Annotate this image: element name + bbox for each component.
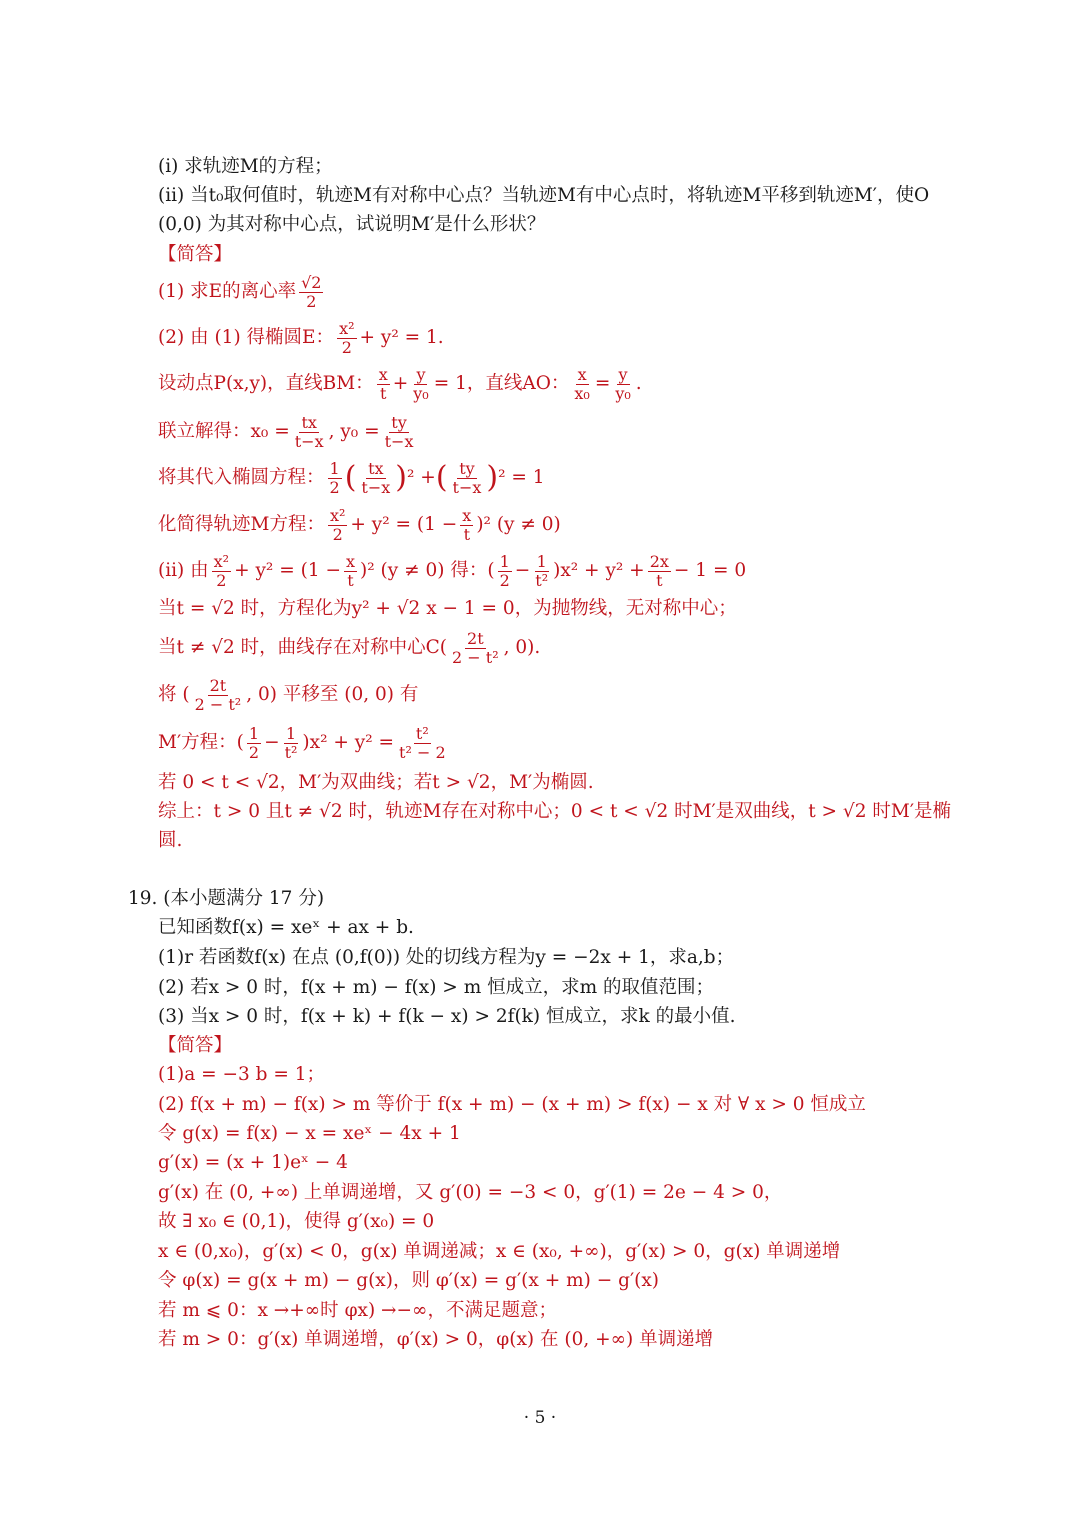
denominator: t−x: [452, 477, 482, 497]
answer-line-6: [158, 503, 561, 547]
fraction: [411, 366, 430, 403]
text: + y² = 1.: [359, 326, 444, 348]
fraction: [451, 460, 484, 497]
numerator: t²: [415, 723, 429, 743]
q19-stem: 已知函数f(x) = xeˣ + ax + b.: [158, 917, 414, 938]
denominator: y₀: [413, 383, 429, 403]
answer-line-b6: 故 ∃ x₀ ∈ (0,1)，使得 g′(x₀) = 0: [158, 1211, 435, 1232]
numerator: x²: [213, 551, 230, 571]
fraction: [533, 553, 550, 590]
numerator: x: [378, 364, 388, 384]
text: , 0).: [503, 636, 541, 658]
fraction: [460, 507, 473, 544]
numerator: x: [345, 551, 356, 571]
numerator: 1: [536, 551, 547, 571]
fraction: [359, 460, 392, 497]
fraction: [344, 553, 357, 590]
denominator: 2: [341, 337, 352, 357]
fraction: [293, 414, 326, 451]
fraction: [337, 320, 356, 357]
text: , y₀ =: [328, 420, 380, 442]
denominator: t−x: [361, 477, 391, 497]
operator: −: [514, 559, 531, 581]
text: − 1 = 0: [673, 559, 747, 581]
fraction: [377, 366, 390, 403]
fraction: [299, 274, 323, 311]
denominator: t²: [284, 742, 298, 762]
paren: ): [395, 460, 407, 495]
answer-line-4: [158, 410, 418, 454]
denominator: 2: [216, 570, 227, 590]
numerator: y: [416, 364, 426, 384]
denominator: 2: [329, 477, 340, 497]
denominator: 2: [332, 524, 343, 544]
answer-line-10: [158, 673, 418, 717]
answer-header: 【简答】: [158, 244, 233, 265]
text: + y² = (1 −: [234, 559, 341, 581]
text: )x² + y² +: [553, 559, 645, 581]
text: )x² + y² =: [302, 731, 395, 753]
answer-line-b2: (2) f(x + m) − f(x) > m 等价于 f(x + m) − (x + m) > f(x) − x 对 ∀ x > 0 恒成立: [158, 1094, 866, 1115]
numerator: 2x: [649, 551, 669, 571]
text: M′方程：(: [158, 731, 244, 753]
numerator: 1: [285, 723, 297, 743]
fraction: [613, 366, 632, 403]
text: 化简得轨迹M方程：: [158, 513, 325, 535]
text: )² (y ≠ 0) 得：(: [360, 559, 495, 581]
text: (ii) 由: [158, 559, 209, 581]
fraction: [193, 677, 244, 714]
denominator: t: [656, 570, 663, 590]
text: , 0) 平移至 (0, 0) 有: [246, 683, 419, 705]
operator: =: [594, 372, 611, 394]
q18-part-i: (i) 求轨迹M的方程；: [158, 156, 333, 177]
answer-line-b5: g′(x) 在 (0, +∞) 上单调递增，又 g′(0) = −3 < 0，g′(1) = 2e − 4 > 0，: [158, 1182, 783, 1203]
denominator: t: [379, 383, 387, 403]
numerator: 2t: [467, 628, 484, 648]
fraction: [283, 725, 300, 762]
text: 设动点P(x,y)，直线BM：: [158, 372, 374, 394]
text: 将 (: [158, 683, 190, 705]
q19-part-2: (2) 若x > 0 时，f(x + m) − f(x) > m 恒成立，求m 的取值范围；: [158, 977, 715, 998]
numerator: tx: [301, 412, 317, 432]
answer-line-3: [158, 362, 642, 406]
text: )² (y ≠ 0): [476, 513, 561, 535]
denominator: t−x: [384, 431, 414, 451]
answer-header: 【简答】: [158, 1035, 233, 1056]
denominator: 2: [306, 291, 317, 311]
denominator: t: [347, 570, 354, 590]
q19-title: 19. (本小题满分 17 分): [128, 888, 325, 909]
answer-line-9: [158, 626, 540, 670]
denominator: 2: [499, 570, 510, 590]
numerator: x²: [339, 318, 355, 338]
text: (2) 由 (1) 得椭圆E：: [158, 326, 335, 348]
operator: −: [264, 731, 280, 753]
answer-line-b9: 若 m ⩽ 0：x →+∞时 φx) →−∞，不满足题意；: [158, 1300, 557, 1321]
fraction: [328, 507, 347, 544]
text: 将其代入椭圆方程：: [158, 466, 325, 488]
fraction: [328, 460, 342, 497]
answer-line-b10: 若 m > 0：g′(x) 单调递增，φ′(x) > 0，φ(x) 在 (0, +∞) 单调递增: [158, 1329, 714, 1350]
fraction: [212, 553, 231, 590]
text: 联立解得：x₀ =: [158, 420, 290, 442]
denominator: 2 − t²: [452, 647, 499, 667]
fraction: [247, 725, 261, 762]
denominator: x₀: [574, 383, 590, 403]
numerator: ty: [459, 458, 475, 478]
fraction: [397, 725, 448, 762]
text: (1) 求E的离心率: [158, 280, 297, 302]
text: 当t ≠ √2 时，曲线存在对称中心C(: [158, 636, 448, 658]
answer-line-5: [158, 456, 545, 500]
fraction: [572, 366, 591, 403]
answer-line-b1: (1)a = −3 b = 1；: [158, 1064, 326, 1085]
fraction: [383, 414, 416, 451]
numerator: y: [618, 364, 628, 384]
answer-line-b3: 令 g(x) = f(x) − x = xeˣ − 4x + 1: [158, 1123, 461, 1144]
text: = 1，直线AO：: [433, 372, 570, 394]
answer-line-7: [158, 549, 746, 593]
fraction: [498, 553, 512, 590]
numerator: tx: [368, 458, 384, 478]
paren: (: [344, 460, 357, 495]
text: ² +: [407, 466, 436, 488]
page-number: · 5 ·: [523, 1408, 557, 1428]
paren: ): [486, 460, 499, 495]
answer-line-13: 综上：t > 0 且t ≠ √2 时，轨迹M存在对称中心；0 < t < √2 时M′是双曲线，t > √2 时M′是椭: [158, 801, 952, 822]
paren: (: [435, 460, 448, 495]
fraction: [648, 553, 671, 590]
numerator: x: [577, 364, 587, 384]
q18-part-ii-line2: (0,0) 为其对称中心点，试说明M′是什么形状？: [158, 214, 546, 235]
text: ² = 1: [498, 466, 545, 488]
numerator: √2: [301, 272, 322, 292]
numerator: x²: [329, 505, 346, 525]
answer-line-11: [158, 721, 451, 765]
numerator: 1: [499, 551, 510, 571]
text: .: [635, 372, 642, 394]
fraction: [450, 630, 501, 667]
operator: +: [392, 372, 409, 394]
denominator: t: [463, 524, 471, 544]
numerator: 2t: [209, 675, 227, 695]
numerator: x: [462, 505, 472, 525]
text: + y² = (1 −: [350, 513, 458, 535]
denominator: t²: [535, 570, 549, 590]
denominator: 2: [248, 742, 260, 762]
numerator: 1: [329, 458, 340, 478]
q19-part-3: (3) 当x > 0 时，f(x + k) + f(k − x) > 2f(k) 恒成立，求k 的最小值.: [158, 1006, 736, 1027]
numerator: 1: [248, 723, 260, 743]
answer-line-b7: x ∈ (0,x₀)，g′(x) < 0，g(x) 单调递减；x ∈ (x₀, +∞)，g′(x) > 0，g(x) 单调递增: [158, 1241, 841, 1262]
answer-line-14: 圆.: [158, 830, 183, 851]
answer-line-1: [158, 270, 326, 314]
q19-part-1: (1)r 若函数f(x) 在点 (0,f(0)) 处的切线方程为y = −2x + 1，求a,b；: [158, 947, 735, 968]
answer-line-b8: 令 φ(x) = g(x + m) − g(x)，则 φ′(x) = g′(x + m) − g′(x): [158, 1270, 660, 1291]
answer-line-2: [158, 316, 444, 360]
answer-line-12: 若 0 < t < √2，M′为双曲线；若t > √2，M′为椭圆.: [158, 772, 594, 793]
answer-line-8: 当t = √2 时，方程化为y² + √2 x − 1 = 0，为抛物线，无对称中心；: [158, 598, 737, 619]
denominator: t−x: [294, 431, 324, 451]
answer-line-b4: g′(x) = (x + 1)eˣ − 4: [158, 1152, 348, 1173]
q18-part-ii-line1: (ii) 当t₀取何值时，轨迹M有对称中心点？当轨迹M有中心点时，将轨迹M平移到轨迹M′，使O: [158, 185, 930, 206]
denominator: 2 − t²: [194, 694, 242, 714]
numerator: ty: [391, 412, 407, 432]
denominator: t² − 2: [399, 742, 446, 762]
denominator: y₀: [615, 383, 631, 403]
